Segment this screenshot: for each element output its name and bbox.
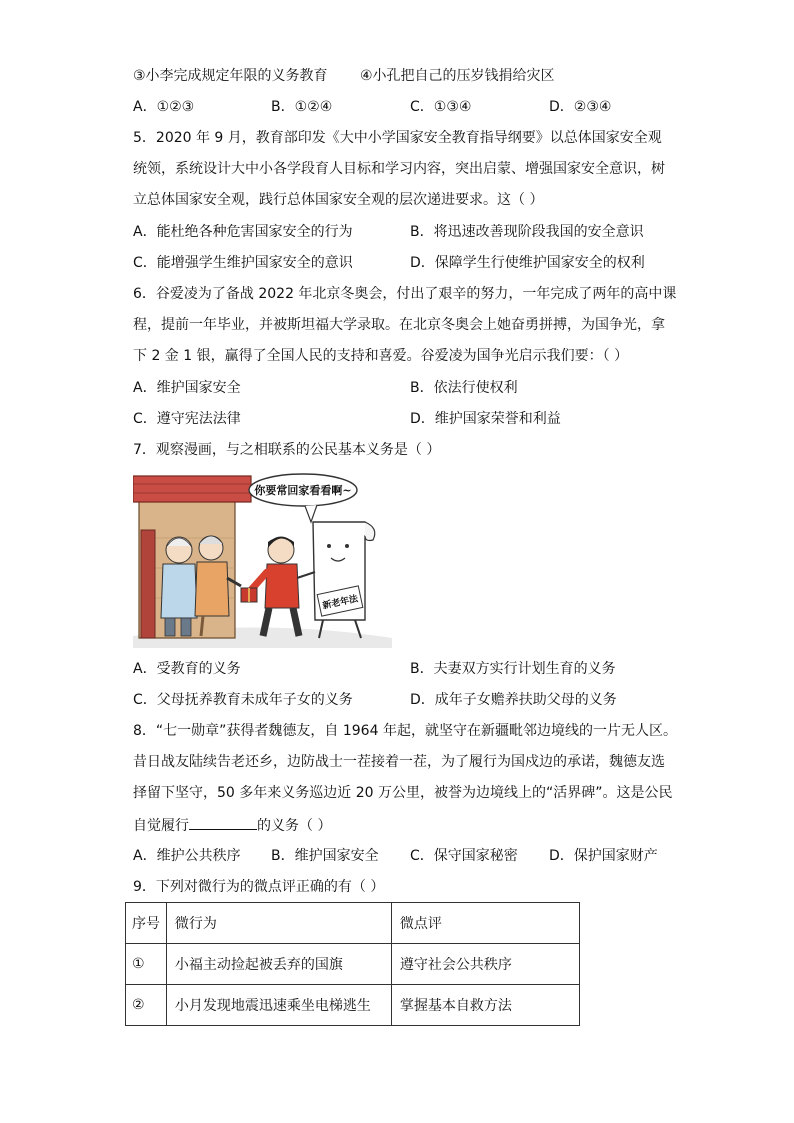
q8-stem-line-4 (133, 815, 331, 836)
q6-stem-line-2: 程，提前一年毕业，并被斯坦福大学录取。在北京冬奥会上她奋勇拼搏，为国争光，拿 (133, 317, 665, 333)
q9-stem: 9．下列对微行为的微点评正确的有（ ） (133, 879, 385, 895)
table-cell: ② (126, 985, 167, 1026)
table-row (126, 985, 580, 1026)
q4-option-d: D．②③④ (549, 99, 612, 115)
q6-option-d: D．维护国家荣誉和利益 (410, 411, 561, 427)
q6-stem-line-1: 6．谷爱凌为了备战 2022 年北京冬奥会，付出了艰辛的努力，一年完成了两年的高中课 (133, 286, 677, 302)
q7-cartoon (133, 468, 392, 648)
q4-item-4: ④小孔把自己的压岁钱捐给灾区 (360, 68, 555, 84)
q6-option-b: B．依法行使权利 (410, 380, 518, 396)
q5-option-a: A．能杜绝各种危害国家安全的行为 (133, 224, 353, 240)
table-header-row (126, 903, 580, 944)
q8-last-suffix: 的义务（ ） (257, 818, 332, 834)
q8-stem-line-2: 昔日战友陆续告老还乡，边防战士一茬接着一茬，为了履行为国戍边的承诺，魏德友选 (133, 754, 665, 770)
law-scroll-figure (297, 522, 375, 638)
q5-stem-line-1: 5．2020 年 9 月，教育部印发《大中小学国家安全教育指导纲要》以总体国家安全观 (133, 130, 662, 146)
cartoon-illustration (133, 468, 392, 648)
q4-option-a: A．①②③ (133, 99, 195, 115)
q5-option-d: D．保障学生行使维护国家安全的权利 (410, 255, 645, 271)
q6-option-a: A．维护国家安全 (133, 380, 241, 396)
q7-option-d: D．成年子女赡养扶助父母的义务 (410, 692, 617, 708)
table-row (126, 944, 580, 985)
q5-stem-line-3: 立总体国家安全观，践行总体国家安全观的层次递进要求。这（ ） (133, 192, 544, 208)
table-header-cell: 序号 (126, 903, 167, 944)
q9-table (125, 902, 580, 1026)
table-cell: 掌握基本自救方法 (391, 985, 579, 1026)
q7-option-c: C．父母抚养教育未成年子女的义务 (133, 692, 353, 708)
speech-bubble-text: 你要常回家看看啊~ (254, 484, 352, 497)
q5-option-b: B．将迅速改善现阶段我国的安全意识 (410, 224, 644, 240)
q5-option-c: C．能增强学生维护国家安全的意识 (133, 255, 353, 271)
table-header-cell: 微行为 (166, 903, 391, 944)
q6-stem-line-3: 下 2 金 1 银，赢得了全国人民的支持和喜爱。谷爱凌为国争光启示我们要：（ ） (133, 348, 629, 364)
q7-option-b: B．夫妻双方实行计划生育的义务 (410, 661, 616, 677)
speech-bubble (249, 474, 357, 522)
q7-stem: 7．观察漫画，与之相联系的公民基本义务是（ ） (133, 442, 441, 458)
table-header-cell: 微点评 (391, 903, 579, 944)
scroll-label-text: 新老年法 (321, 594, 360, 612)
young-man-figure (241, 537, 299, 636)
q4-item-3: ③小李完成规定年限的义务教育 (133, 68, 328, 84)
q6-option-c: C．遵守宪法法律 (133, 411, 241, 427)
q8-option-a: A．维护公共秩序 (133, 848, 241, 864)
q4-option-c: C．①③④ (410, 99, 472, 115)
q8-option-c: C．保守国家秘密 (410, 848, 518, 864)
q8-last-prefix: 自觉履行 (133, 818, 189, 834)
q4-option-b: B．①②④ (271, 99, 333, 115)
q8-option-d: D．保护国家财产 (549, 848, 658, 864)
house-roof (133, 476, 251, 502)
q8-stem-line-3: 择留下坚守，50 多年来义务巡边近 20 万公里，被誉为边境线上的“活界碑”。这是公民 (133, 785, 673, 801)
q5-stem-line-2: 统领，系统设计大中小各学段育人目标和学习内容，突出启蒙、增强国家安全意识，树 (133, 161, 665, 177)
table-cell: ① (126, 944, 167, 985)
q8-option-b: B．维护国家安全 (271, 848, 379, 864)
q7-option-a: A．受教育的义务 (133, 661, 241, 677)
answer-blank[interactable] (189, 815, 257, 830)
table-cell: 小福主动捡起被丢弃的国旗 (166, 944, 391, 985)
table-cell: 小月发现地震迅速乘坐电梯逃生 (166, 985, 391, 1026)
q8-stem-line-1: 8．“七一勋章”获得者魏德友，自 1964 年起，就坚守在新疆毗邻边境线的一片无人区。 (133, 723, 677, 739)
table-cell: 遵守社会公共秩序 (391, 944, 579, 985)
house-door (141, 530, 155, 638)
